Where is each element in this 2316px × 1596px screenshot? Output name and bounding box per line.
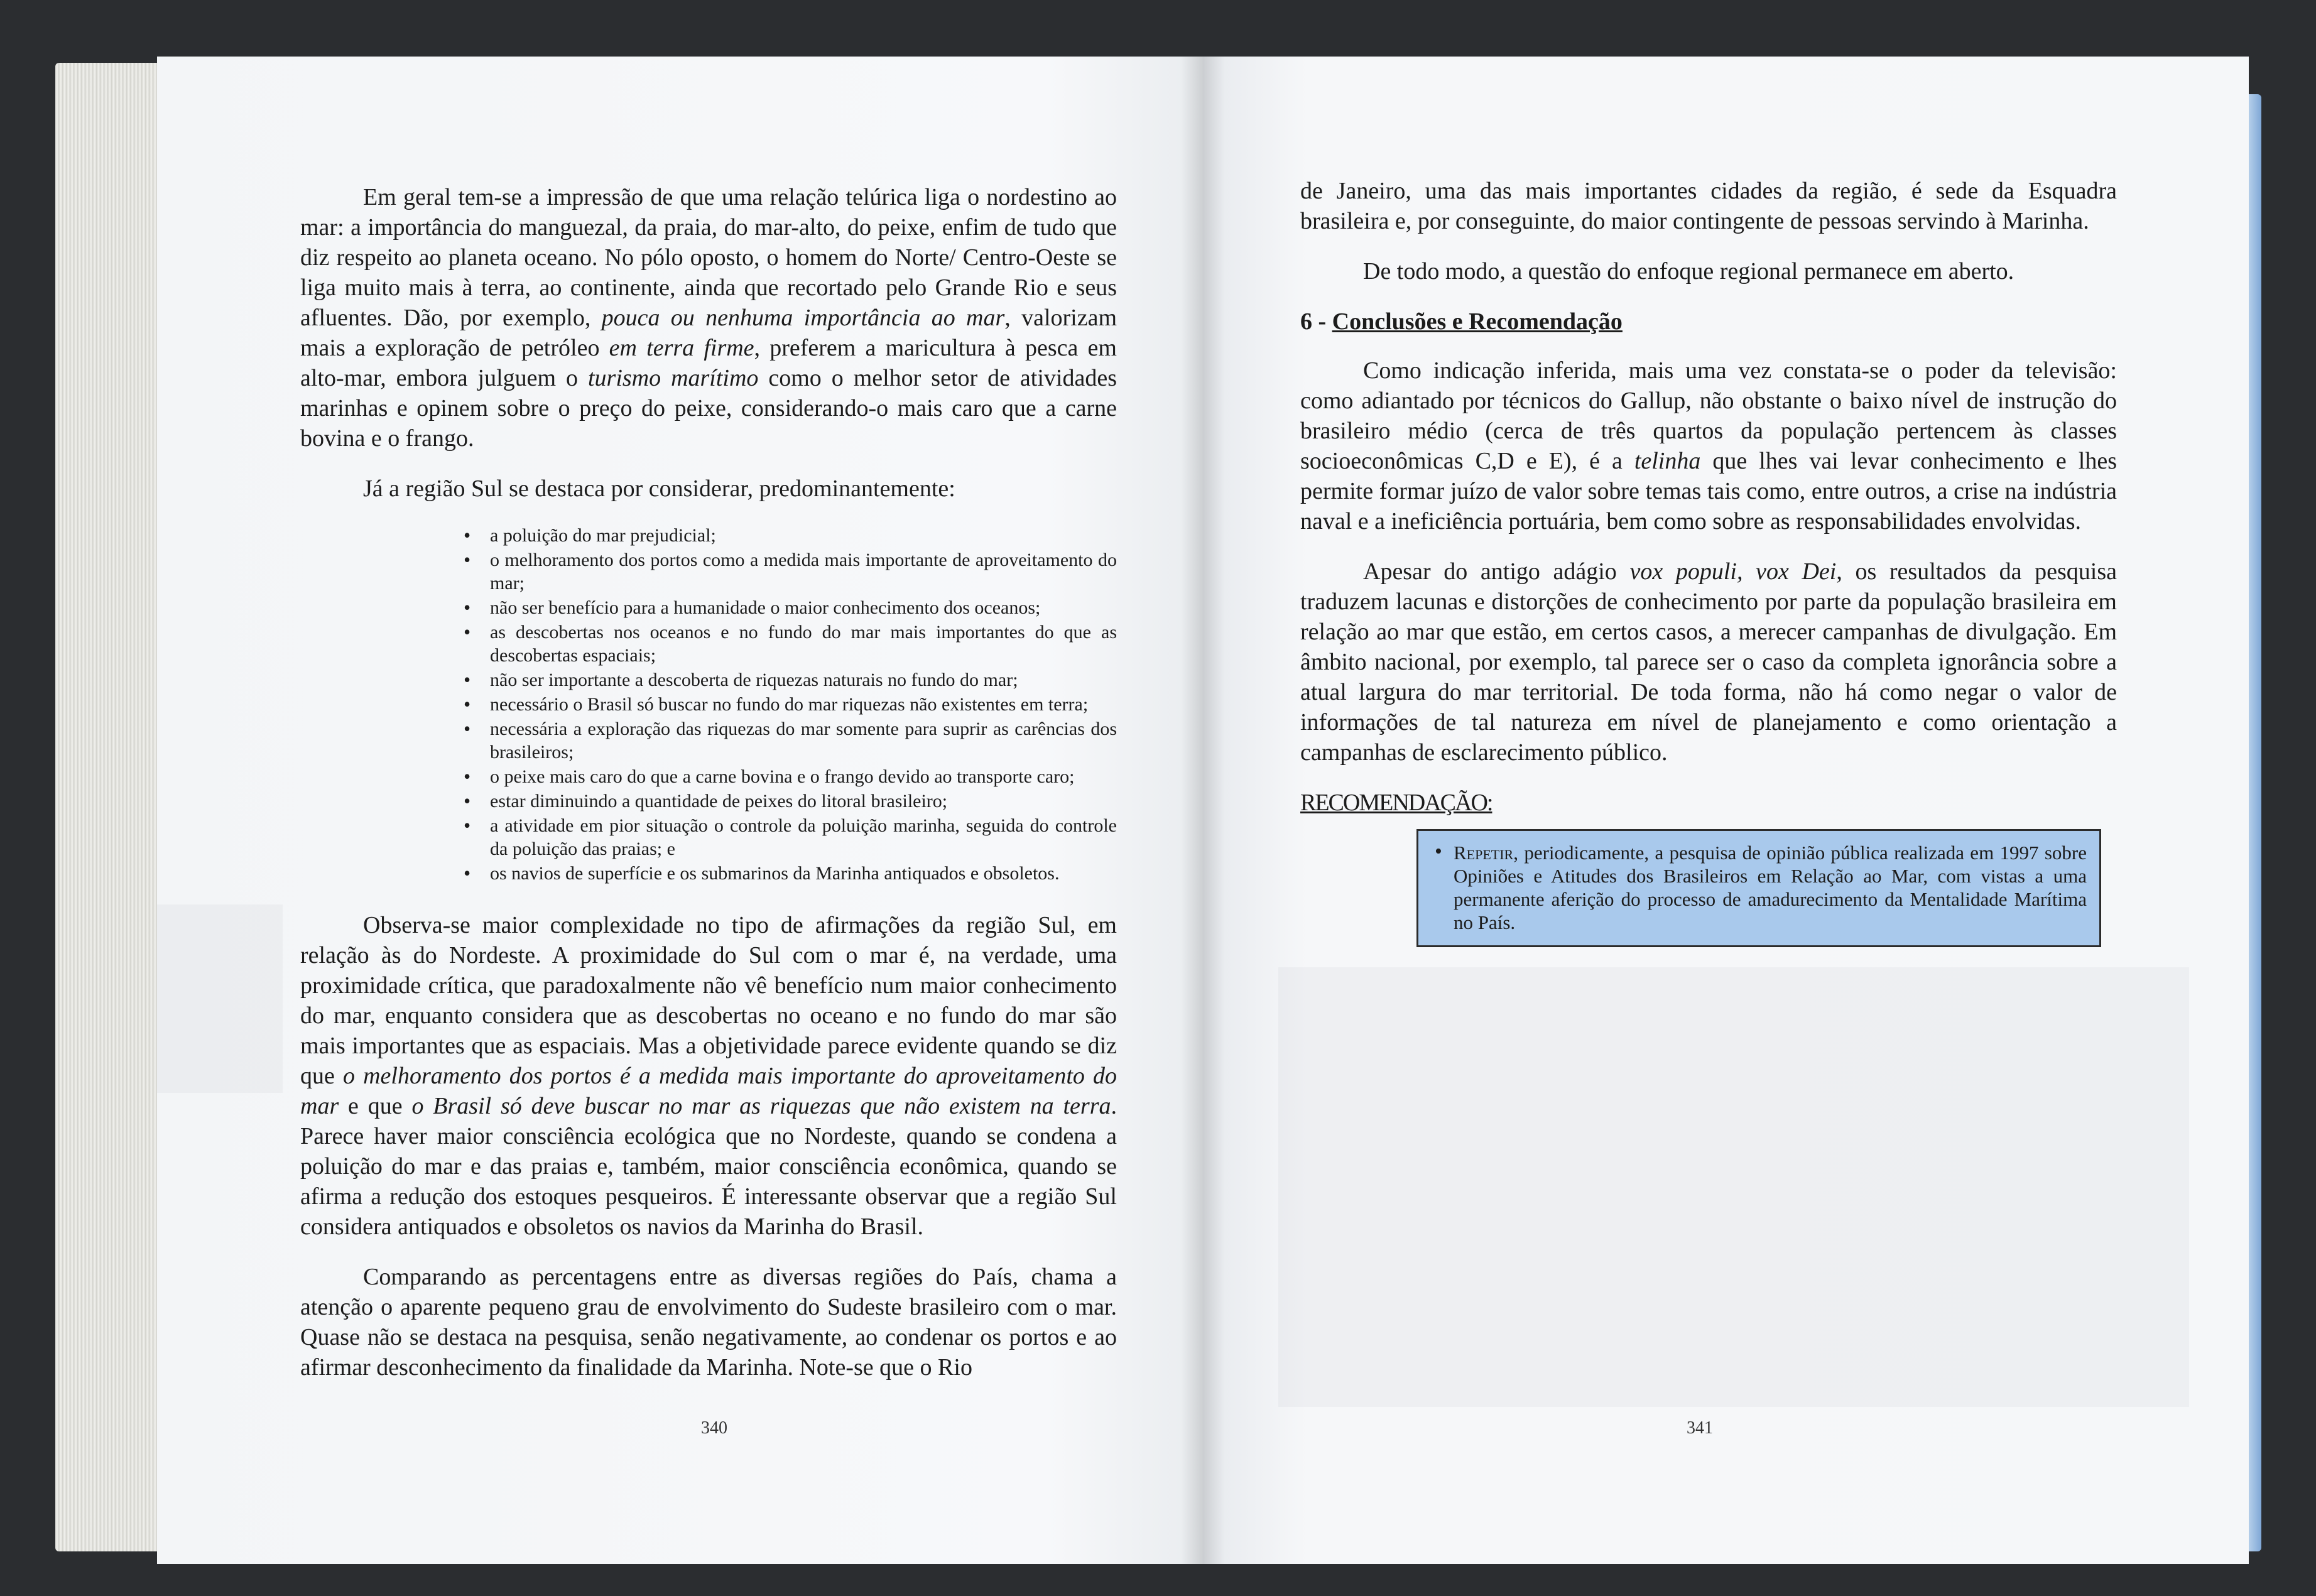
page-number: 340 [701, 1418, 727, 1438]
list-item: • a poluição do mar prejudicial; [464, 524, 1117, 547]
book-gutter [1181, 57, 1225, 1564]
list-item: • estar diminuindo a quantidade de peixes do litoral brasileiro; [464, 790, 1117, 813]
right-page-text [1300, 176, 2117, 947]
list-item: • não ser benefício para a humanidade o maior conhecimento dos oceanos; [464, 596, 1117, 619]
paragraph: de Janeiro, uma das mais importantes cidades da região, é sede da Esquadra brasileira e, por conseguinte, do maior contingente de pessoas servindo à Marinha. [1300, 178, 2117, 234]
bullet-list [300, 524, 1117, 885]
paragraph: Em geral tem-se a impressão de que uma relação telúrica liga o nordestino ao mar: a importância do manguezal, da praia, do mar-alto, do peixe, enfim de tudo que diz respeito ao planeta oceano. No pólo oposto, o homem do Norte/ Centro-Oeste se liga muito mais à terra, ao continente, ainda que recortado pelo Grande Rio e seus afluentes. Dão, por exemplo, pouca ou nenhuma importância ao mar, valorizam mais a exploração de petróleo em terra firme, preferem a maricultura à pesca em alto-mar, embora julguem o turismo marítimo como o melhor setor de atividades marinhas e opinem sobre o preço do peixe, considerando-o mais caro que a carne bovina e o frango. [300, 184, 1117, 452]
paragraph: Já a região Sul se destaca por considerar, predominantemente: [363, 475, 955, 502]
section-heading: 6 - Conclusões e Recomendação [1300, 308, 1623, 335]
left-page-text [300, 182, 1117, 1403]
recommendation-label: RECOMENDAÇÃO: [1300, 790, 1492, 816]
list-item: • necessária a exploração das riquezas do mar somente para suprir as carências dos brasileiros; [464, 717, 1117, 764]
recommendation-box: • Repetir, periodicamente, a pesquisa de opinião pública realizada em 1997 sobre Opiniões e Atitudes dos Brasileiros em Relação ao Mar, com vistas a uma permanente aferição do processo de amadurecimento da Mentalidade Marítima no País. [1416, 829, 2101, 947]
paragraph: Comparando as percentagens entre as diversas regiões do País, chama a atenção o aparente pequeno grau de envolvimento do Sudeste brasileiro com o mar. Quase não se destaca na pesquisa, senão negativamente, ao condenar os portos e ao afirmar desconhecimento da finalidade da Marinha. Note-se que o Rio [300, 1264, 1117, 1381]
list-item: • a atividade em pior situação o controle da poluição marinha, seguida do controle da poluição das praias; e [464, 814, 1117, 860]
paragraph: Como indicação inferida, mais uma vez constata-se o poder da televisão: como adiantado por técnicos do Gallup, não obstante o baixo nível de instrução do brasileiro médio (cerca de três quartos da população pertencem às classes socioeconômicas C,D e E), é a telinha que lhes vai levar conhecimento e lhes permite formar juízo de valor sobre temas tais como, entre outros, a crise na indústria naval e a ineficiência portuária, bem como sobre as responsabilidades envolvidas. [1300, 357, 2117, 535]
list-item: • as descobertas nos oceanos e no fundo do mar mais importantes do que as descobertas espaciais; [464, 621, 1117, 667]
list-item: • o peixe mais caro do que a carne bovina e o frango devido ao transporte caro; [464, 765, 1117, 788]
right-page [1203, 57, 2249, 1564]
show-through [157, 904, 283, 1093]
list-item: • os navios de superfície e os submarinos da Marinha antiquados e obsoletos. [464, 862, 1117, 885]
show-through [1278, 967, 2189, 1407]
page-number: 341 [1687, 1418, 1713, 1438]
list-item: • necessário o Brasil só buscar no fundo do mar riquezas não existentes em terra; [464, 693, 1117, 716]
paragraph: De todo modo, a questão do enfoque regional permanece em aberto. [1363, 258, 2014, 285]
list-item: • o melhoramento dos portos como a medida mais importante de aproveitamento do mar; [464, 548, 1117, 595]
list-item: • não ser importante a descoberta de riquezas naturais no fundo do mar; [464, 668, 1117, 692]
paragraph: Observa-se maior complexidade no tipo de afirmações da região Sul, em relação às do Nordeste. A proximidade do Sul com o mar é, na verdade, uma proximidade crítica, que paradoxalmente não vê benefício num maior conhecimento do mar, enquanto considera que as descobertas no oceano e no fundo do mar são mais importantes que as espaciais. Mas a objetividade parece evidente quando se diz que o melhoramento dos portos é a medida mais importante do aproveitamento do mar e que o Brasil só deve buscar no mar as riquezas que não existem na terra. Parece haver maior consciência ecológica que no Nordeste, quando se condena a poluição do mar e das praias e, também, maior consciência econômica, quando se afirma a redução dos estoques pesqueiros. É interessante observar que a região Sul considera antiquados e obsoletos os navios da Marinha do Brasil. [300, 912, 1117, 1240]
paragraph: Apesar do antigo adágio vox populi, vox Dei, os resultados da pesquisa traduzem lacunas e distorções de conhecimento por parte da população brasileira em relação ao mar que estão, em certos casos, a merecer campanhas de divulgação. Em âmbito nacional, por exemplo, tal parece ser o caso da completa ignorância sobre a atual largura do mar territorial. De toda forma, não há como negar o valor de informações de tal natureza em nível de planejamento e como orientação a campanhas de esclarecimento público. [1300, 558, 2117, 766]
left-page [157, 57, 1203, 1564]
